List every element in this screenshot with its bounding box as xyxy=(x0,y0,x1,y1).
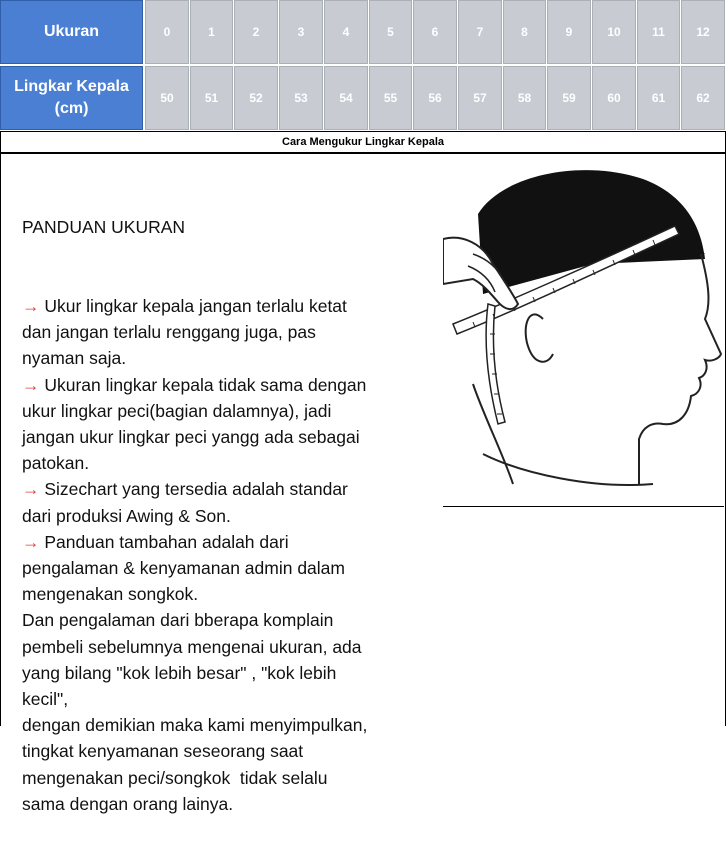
guide-line-text: dengan demikian maka kami menyimpulkan, xyxy=(22,715,368,736)
head-measuring-tape-illustration xyxy=(443,154,724,507)
guide-line-text: Panduan tambahan adalah dari xyxy=(39,531,289,552)
guide-line xyxy=(22,424,432,450)
guide-line-text: jangan ukur lingkar peci yangg ada sebagai xyxy=(22,427,360,448)
circumference-cell: 59 xyxy=(547,66,591,130)
guide-line-text: Ukuran lingkar kepala tidak sama dengan xyxy=(39,374,367,395)
guide-line-text: mengenakan songkok. xyxy=(22,584,199,605)
guide-line-text: nyaman saja. xyxy=(22,348,127,369)
guide-line xyxy=(22,581,432,607)
guide-line xyxy=(22,293,432,319)
circumference-cell: 53 xyxy=(279,66,323,130)
guide-line xyxy=(22,529,432,555)
size-cell: 10 xyxy=(592,0,636,64)
guide-line-text: sama dengan orang lainya. xyxy=(22,793,234,814)
arrow-right-icon: → xyxy=(22,296,40,317)
arrow-right-icon: → xyxy=(22,531,40,552)
circumference-cell: 50 xyxy=(145,66,189,130)
size-cell: 7 xyxy=(458,0,502,64)
circumference-cell: 57 xyxy=(458,66,502,130)
circumference-cell: 60 xyxy=(592,66,636,130)
guide-line-text: Dan pengalaman dari bberapa komplain xyxy=(22,610,334,631)
guide-line xyxy=(22,476,432,502)
guide-line xyxy=(22,345,432,371)
guide-line-text: pembeli sebelumnya mengenai ukuran, ada xyxy=(22,636,362,657)
header-ukuran: Ukuran xyxy=(0,0,143,64)
guide-line xyxy=(22,660,432,686)
arrow-right-icon: → xyxy=(22,374,40,395)
guide-line-text: Sizechart yang tersedia adalah standar xyxy=(39,479,348,500)
circumference-cell: 62 xyxy=(681,66,725,130)
guide-line xyxy=(22,398,432,424)
size-cell: 6 xyxy=(413,0,457,64)
guide-line xyxy=(22,738,432,764)
size-guide-text xyxy=(22,162,432,843)
guide-line xyxy=(22,791,432,817)
size-cell: 3 xyxy=(279,0,323,64)
guide-line-text: dari produksi Awing & Son. xyxy=(22,505,231,526)
size-cell: 0 xyxy=(145,0,189,64)
size-cell: 1 xyxy=(190,0,233,64)
guide-line-text: pengalaman & kenyamanan admin dalam xyxy=(22,558,345,579)
guide-line xyxy=(22,372,432,398)
guide-line xyxy=(22,712,432,738)
circumference-cell: 55 xyxy=(369,66,412,130)
guide-line-text: mengenakan peci/songkok tidak selalu xyxy=(22,767,328,788)
circumference-cell: 51 xyxy=(190,66,233,130)
guide-line xyxy=(22,503,432,529)
size-cell: 5 xyxy=(369,0,412,64)
guide-line-text: yang bilang "kok lebih besar" , "kok lebih xyxy=(22,662,337,683)
size-cell: 9 xyxy=(547,0,591,64)
guide-line xyxy=(22,319,432,345)
guide-line xyxy=(22,634,432,660)
circumference-cell: 58 xyxy=(503,66,546,130)
guide-line xyxy=(22,450,432,476)
circumference-cell: 61 xyxy=(637,66,680,130)
size-cell: 4 xyxy=(324,0,368,64)
guide-line-text: dan jangan terlalu renggang juga, pas xyxy=(22,322,316,343)
head-illustration-icon xyxy=(443,154,724,506)
guide-line-text: tingkat kenyamanan seseorang saat xyxy=(22,741,304,762)
size-cell: 2 xyxy=(234,0,278,64)
size-cell: 12 xyxy=(681,0,725,64)
circumference-cell: 56 xyxy=(413,66,457,130)
guide-line-text: patokan. xyxy=(22,453,90,474)
header-lingkar-kepala: Lingkar Kepala (cm) xyxy=(0,66,143,130)
guide-line-text: Ukur lingkar kepala jangan terlalu ketat xyxy=(39,296,347,317)
guide-title: PANDUAN UKURAN xyxy=(22,217,186,238)
guide-line-text: kecil", xyxy=(22,689,69,710)
circumference-cell: 54 xyxy=(324,66,368,130)
size-chart-table xyxy=(0,0,726,130)
guide-line xyxy=(22,765,432,791)
circumference-cell: 52 xyxy=(234,66,278,130)
guide-line xyxy=(22,686,432,712)
size-cell: 8 xyxy=(503,0,546,64)
guide-line xyxy=(22,607,432,633)
arrow-right-icon: → xyxy=(22,479,40,500)
guide-line-text: ukur lingkar peci(bagian dalamnya), jadi xyxy=(22,400,332,421)
guide-line xyxy=(22,555,432,581)
measure-caption: Cara Mengukur Lingkar Kepala xyxy=(0,131,726,153)
size-cell: 11 xyxy=(637,0,680,64)
